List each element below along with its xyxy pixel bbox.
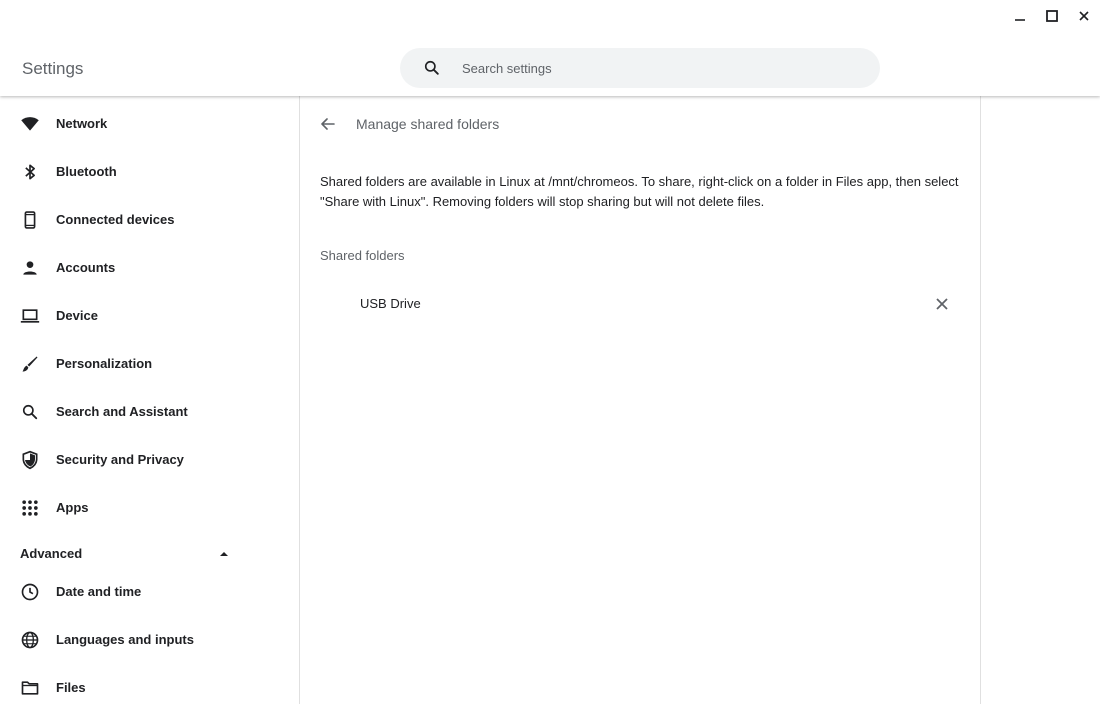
advanced-label: Advanced xyxy=(20,546,83,561)
sidebar-item-label: Languages and inputs xyxy=(56,632,194,647)
clock-icon xyxy=(20,582,40,602)
sidebar-item-network[interactable] xyxy=(0,104,299,144)
sidebar-item-label: Bluetooth xyxy=(56,164,117,179)
bluetooth-icon xyxy=(20,162,40,182)
shared-folder-row xyxy=(320,288,960,320)
folder-icon xyxy=(20,678,40,698)
shared-folder-name: USB Drive xyxy=(360,296,421,311)
sidebar-item-connected-devices[interactable] xyxy=(0,200,299,240)
back-arrow-icon[interactable] xyxy=(318,114,338,134)
main-content xyxy=(300,96,981,704)
sidebar-advanced-toggle[interactable] xyxy=(0,534,299,574)
sidebar-item-personalization[interactable] xyxy=(0,344,299,384)
shield-icon xyxy=(20,450,40,470)
remove-folder-icon[interactable] xyxy=(932,294,952,314)
sidebar-item-device[interactable] xyxy=(0,296,299,336)
globe-icon xyxy=(20,630,40,650)
description-text: Shared folders are available in Linux at /mnt/chromeos. To share, right-click on a folder in Files app, then select "Share with Linux". Removing folders will stop sharing but will not delete files. xyxy=(320,174,959,209)
phone-icon xyxy=(20,210,40,230)
search-icon xyxy=(20,402,40,422)
sidebar-item-label: Search and Assistant xyxy=(56,404,188,419)
wifi-icon xyxy=(20,114,40,134)
laptop-icon xyxy=(20,306,40,326)
sidebar-item-label: Apps xyxy=(56,500,89,515)
search-icon xyxy=(422,58,442,78)
sidebar-item-label: Network xyxy=(56,116,108,131)
shared-folders-heading: Shared folders xyxy=(320,248,405,263)
page-title: Manage shared folders xyxy=(356,116,500,132)
sidebar-item-label: Security and Privacy xyxy=(56,452,184,467)
sidebar-item-label: Connected devices xyxy=(56,212,175,227)
maximize-icon[interactable] xyxy=(1043,7,1061,25)
sidebar-item-label: Date and time xyxy=(56,584,142,599)
person-icon xyxy=(20,258,40,278)
sidebar-item-label: Device xyxy=(56,308,98,323)
sidebar xyxy=(0,96,300,704)
sidebar-item-search-and-assistant[interactable] xyxy=(0,392,299,432)
sidebar-item-label: Personalization xyxy=(56,356,153,371)
sidebar-item-accounts[interactable] xyxy=(0,248,299,288)
title-bar xyxy=(0,0,1100,96)
search-box[interactable] xyxy=(400,48,880,88)
minimize-icon[interactable] xyxy=(1011,7,1029,25)
apps-grid-icon xyxy=(20,498,40,518)
sidebar-item-label: Files xyxy=(56,680,86,695)
sidebar-item-languages-and-inputs[interactable] xyxy=(0,620,299,660)
search-input[interactable] xyxy=(462,48,852,88)
sidebar-item-label: Accounts xyxy=(56,260,116,275)
sidebar-item-security-and-privacy[interactable] xyxy=(0,440,299,480)
sidebar-item-date-and-time[interactable] xyxy=(0,572,299,612)
sidebar-item-bluetooth[interactable] xyxy=(0,152,299,192)
brush-icon xyxy=(20,354,40,374)
sidebar-item-apps[interactable] xyxy=(0,488,299,528)
sidebar-item-files[interactable] xyxy=(0,668,299,708)
app-title: Settings xyxy=(22,59,84,78)
close-icon[interactable] xyxy=(1075,7,1093,25)
caret-up-icon xyxy=(218,548,230,560)
